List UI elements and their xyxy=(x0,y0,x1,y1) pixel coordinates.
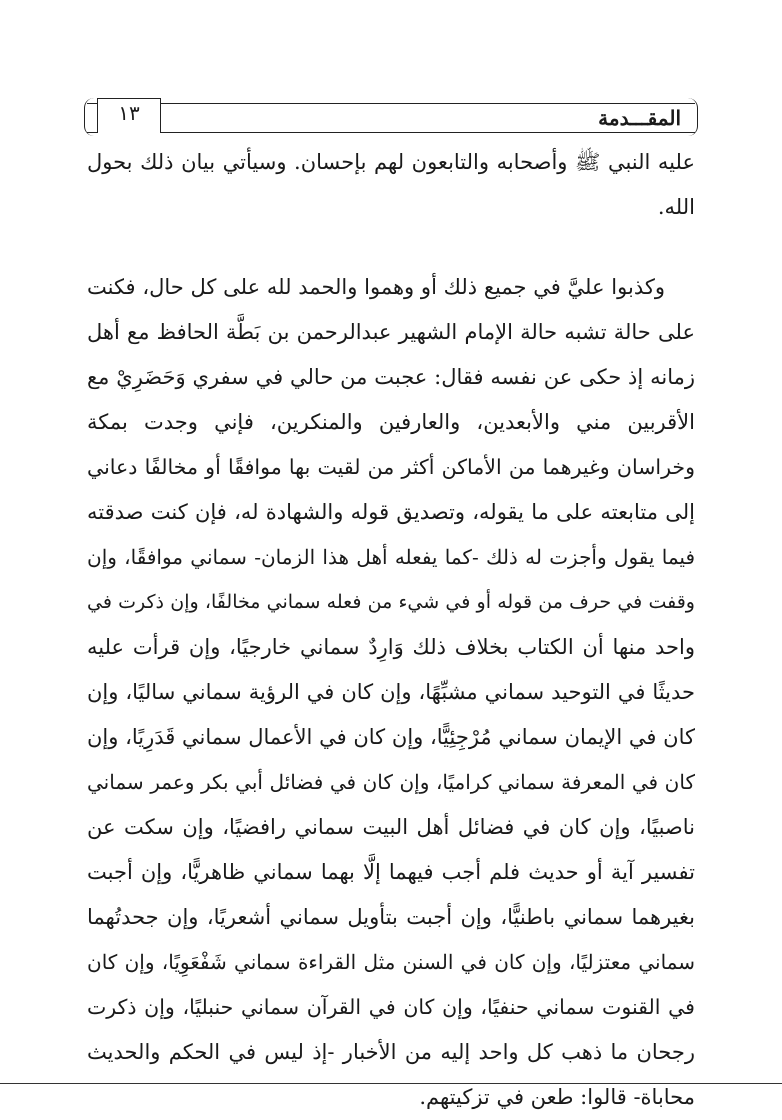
text-line: فيما يقول وأجزت له ذلك -كما يفعله أهل هذا الزمان- سماني موافقًا، وإن xyxy=(87,545,695,569)
text-line: واحد منها أن الكتاب بخلاف ذلك وَارِدٌ سماني خارجيًا، وإن قرأت عليه xyxy=(87,635,695,659)
text-line: عليه النبي ﷺ وأصحابه والتابعون لهم بإحسان. وسيأتي بيان ذلك بحول xyxy=(87,150,695,174)
text-line: بغيرهما سماني باطنيًّا، وإن أجبت بتأويل سماني أشعريًا، وإن جحدتُهما xyxy=(87,905,695,929)
text-line: رجحان ما ذهب كل واحد إليه من الأخبار -إذ ليس في الحكم والحديث xyxy=(87,1040,695,1064)
text-line: وقفت في حرف من قوله أو في شيء من فعله سماني مخالفًا، وإن ذكرت في xyxy=(87,591,695,613)
text-line: تفسير آية أو حديث فلم أجب فيهما إلَّا بهما سماني ظاهريًّا، وإن أجبت xyxy=(87,860,695,884)
text-line: محاباة- قالوا: طعن في تزكيتهم. xyxy=(419,1085,695,1109)
page-number: ١٣ xyxy=(118,101,140,125)
body-text xyxy=(87,140,695,1120)
text-line: حديثًا في التوحيد سماني مشبِّهًا، وإن كان في الرؤية سماني ساليًا، وإن xyxy=(87,680,695,704)
page-number-box xyxy=(97,98,161,133)
header-right-bracket xyxy=(685,98,698,136)
paragraph xyxy=(87,140,695,230)
text-line: إلى متابعته على ما يقوله، وتصديق قوله والشهادة له، فإن كنت صدقته xyxy=(87,500,695,524)
header-left-bracket xyxy=(84,98,97,136)
text-line: الله. xyxy=(657,195,695,219)
text-line: زمانه إذ حكى عن نفسه فقال: عجبت من حالي في سفري وَحَضَرِيْ مع xyxy=(87,365,695,389)
text-line: وكذبوا عليَّ في جميع ذلك أو وهموا والحمد لله على كل حال، فكنت xyxy=(87,275,665,299)
footer-rule xyxy=(0,1083,782,1084)
running-header xyxy=(87,103,695,133)
text-line: سماني معتزليًا، وإن كان في السنن مثل القراءة سماني شَفْعَوِيًا، وإن كان xyxy=(87,950,695,974)
text-line: كان في المعرفة سماني كراميًا، وإن كان في فضائل أبي بكر وعمر سماني xyxy=(87,770,695,794)
text-line: الأقربين مني والأبعدين، والعارفين والمنكرين، فإني وجدت بمكة xyxy=(87,410,695,434)
text-line: ناصبيًا، وإن كان في فضائل أهل البيت سماني رافضيًا، وإن سكت عن xyxy=(87,815,695,839)
text-line: على حالة تشبه حالة الإمام الشهير عبدالرحمن بن بَطَّة الحافظ مع أهل xyxy=(87,320,695,344)
paragraph xyxy=(87,265,695,1120)
text-line: وخراسان وغيرهما من الأماكن أكثر من لقيت بها موافقًا أو مخالفًا دعاني xyxy=(87,455,695,479)
chapter-title: المقـــدمة xyxy=(598,106,681,130)
text-line: في القنوت سماني حنفيًا، وإن كان في القرآن سماني حنبليًا، وإن ذكرت xyxy=(87,995,695,1019)
text-line: كان في الإيمان سماني مُرْجِئِيًّا، وإن كان في الأعمال سماني قَدَرِيًا، وإن xyxy=(87,725,695,749)
